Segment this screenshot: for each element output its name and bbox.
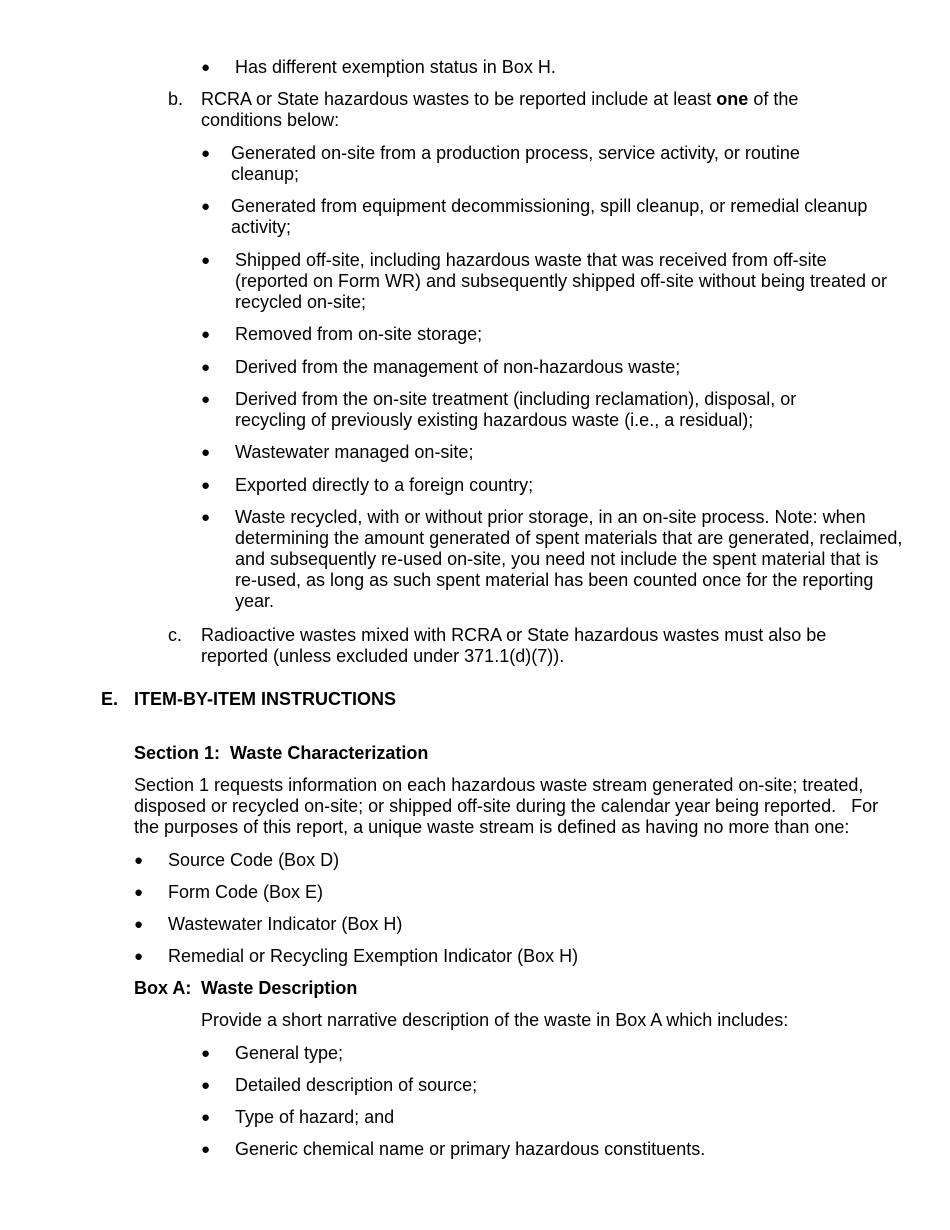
section-e-heading: ITEM-BY-ITEM INSTRUCTIONS (134, 689, 396, 709)
bullet-icon: ● (201, 252, 211, 269)
bullet-icon: ● (134, 884, 144, 901)
criteria-item: Remedial or Recycling Exemption Indicator (Box H) (168, 946, 579, 966)
exemption-status-item: Has different exemption status in Box H. (235, 57, 556, 77)
bullet-icon: ● (201, 391, 211, 408)
item-b-emphasis: one (716, 89, 749, 109)
box-a-intro: Provide a short narrative description of the waste in Box A which includes: (201, 1010, 789, 1030)
bullet-icon: ● (201, 444, 211, 461)
bullet-icon: ● (134, 916, 144, 933)
bullet-icon: ● (201, 509, 211, 526)
bullet-icon: ● (201, 145, 211, 162)
bullet-icon: ● (201, 477, 211, 494)
item-b-text (201, 89, 861, 131)
condition-item: Derived from the on-site treatment (including reclamation), disposal, or recycling of previously existing hazardous waste (i.e., a residual); (235, 389, 797, 430)
criteria-item: Wastewater Indicator (Box H) (168, 914, 403, 934)
condition-item: Wastewater managed on-site; (235, 442, 474, 462)
box-a-heading: Waste Description (201, 978, 358, 998)
item-b-text-before: RCRA or State hazardous wastes to be reported include at least (201, 89, 717, 109)
item-b-letter: b. (168, 89, 184, 109)
item-b-text-after: of the conditions below: (201, 89, 799, 130)
box-a-item: Generic chemical name or primary hazardous constituents. (235, 1139, 706, 1159)
box-a-item: General type; (235, 1043, 344, 1063)
bullet-icon: ● (201, 1077, 211, 1094)
section-e-letter: E. (101, 689, 119, 709)
bullet-icon: ● (134, 852, 144, 869)
bullet-icon: ● (201, 1141, 211, 1158)
condition-item: Generated on-site from a production process, service activity, or routine cleanup; (231, 143, 800, 184)
box-a-label: Box A: (134, 978, 192, 998)
bullet-icon: ● (201, 359, 211, 376)
bullet-icon: ● (201, 198, 211, 215)
section-1-heading: Section 1: Waste Characterization (134, 743, 429, 763)
bullet-icon: ● (201, 1045, 211, 1062)
box-a-item: Detailed description of source; (235, 1075, 478, 1095)
condition-item: Waste recycled, with or without prior storage, in an on-site process. Note: when determining the amount generated of spent materials that are generated, reclaimed, and subsequently re-used on-site, you need not include the spent material that is re-used, as long as such spent material has been counted once for the reporting year. (235, 507, 903, 611)
bullet-icon: ● (201, 59, 211, 76)
condition-item: Exported directly to a foreign country; (235, 475, 534, 495)
item-c-letter: c. (168, 625, 183, 645)
condition-item: Shipped off-site, including hazardous waste that was received from off-site (reported on Form WR) and subsequently shipped off-site without being treated or recycled on-site; (235, 250, 888, 312)
bullet-icon: ● (201, 1109, 211, 1126)
bullet-icon: ● (201, 326, 211, 343)
section-1-intro: Section 1 requests information on each hazardous waste stream generated on-site; treated, disposed or recycled on-site; or shipped off-site during the calendar year being reported. For the purposes of this report, a unique waste stream is defined as having no more than one: (134, 775, 884, 837)
criteria-item: Source Code (Box D) (168, 850, 340, 870)
item-c-text: Radioactive wastes mixed with RCRA or State hazardous wastes must also be reported (unless excluded under 371.1(d)(7)). (201, 625, 827, 666)
bullet-icon: ● (134, 948, 144, 965)
condition-item: Removed from on-site storage; (235, 324, 483, 344)
criteria-item: Form Code (Box E) (168, 882, 324, 902)
box-a-item: Type of hazard; and (235, 1107, 395, 1127)
condition-item: Generated from equipment decommissioning, spill cleanup, or remedial cleanup activity; (231, 196, 868, 237)
condition-item: Derived from the management of non-hazardous waste; (235, 357, 681, 377)
